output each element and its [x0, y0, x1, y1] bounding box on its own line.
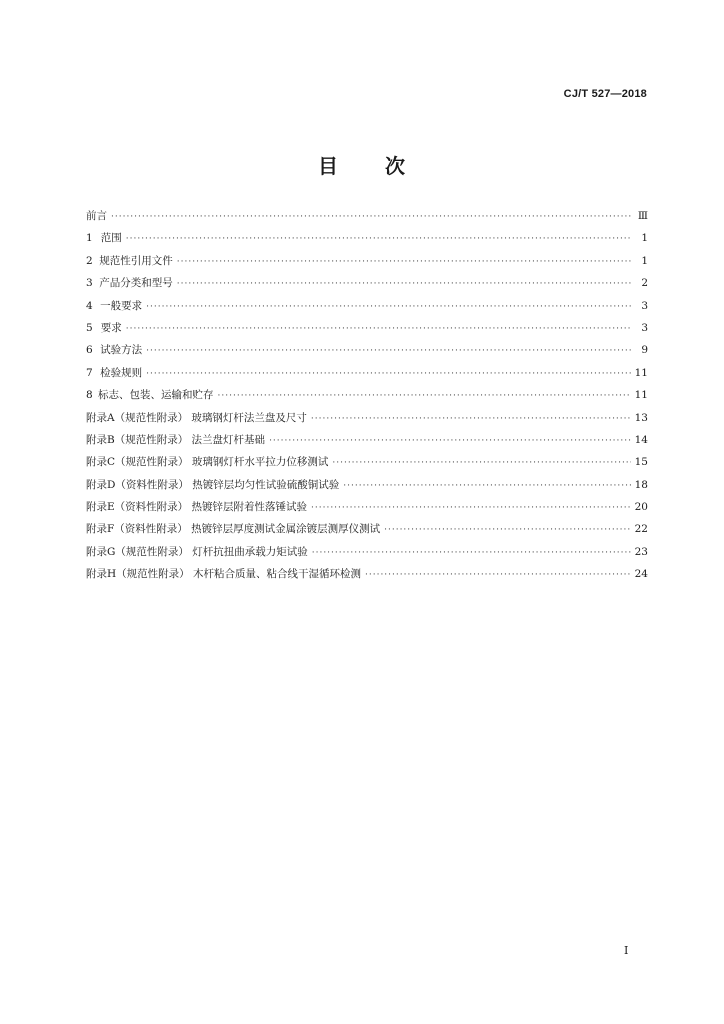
toc-entry[interactable] — [86, 429, 648, 451]
toc-entry-title: 附录H（规范性附录） 木杆粘合质量、粘合线干湿循环检测 — [86, 568, 361, 581]
toc-dot-leader — [146, 363, 631, 385]
toc-entry-number: 4 — [86, 299, 93, 312]
toc-entry-page: 20 — [634, 501, 648, 514]
toc-entry-page: 18 — [634, 478, 648, 491]
toc-dot-leader — [146, 296, 632, 318]
toc-entry[interactable] — [86, 451, 648, 473]
toc-entry-page: 2 — [641, 277, 648, 290]
toc-entry-number: 3 — [86, 277, 93, 290]
toc-dot-leader — [311, 497, 631, 519]
toc-entry-page: 1 — [641, 254, 648, 267]
toc-entry[interactable] — [86, 362, 648, 384]
toc-entry-title: 检验规则 — [100, 366, 143, 379]
toc-entry-page: 13 — [634, 411, 648, 424]
toc-entry-title: 附录G（规范性附录） 灯杆抗扭曲承载力矩试验 — [86, 545, 308, 558]
toc-entry[interactable] — [86, 227, 648, 249]
toc-entry-title: 附录A（规范性附录） 玻璃钢灯杆法兰盘及尺寸 — [86, 411, 307, 424]
table-of-contents — [86, 205, 648, 586]
toc-entry-number: 1 — [86, 232, 93, 245]
toc-entry[interactable] — [86, 317, 648, 339]
toc-dot-leader — [343, 475, 630, 497]
toc-dot-leader — [177, 273, 632, 295]
toc-entry-page: 11 — [634, 389, 648, 402]
toc-entry[interactable] — [86, 295, 648, 317]
toc-entry-page: 3 — [641, 321, 648, 334]
title-char-1: 目 — [318, 154, 339, 178]
toc-entry[interactable] — [86, 407, 648, 429]
toc-entry[interactable] — [86, 272, 648, 294]
document-code: CJ/T 527—2018 — [563, 88, 647, 100]
toc-dot-leader — [332, 452, 630, 474]
toc-entry-page: 22 — [634, 523, 648, 536]
toc-entry[interactable] — [86, 339, 648, 361]
toc-dot-leader — [126, 318, 632, 340]
toc-entry-title: 附录E（资料性附录） 热镀锌层附着性落锤试验 — [86, 501, 308, 514]
toc-entry-page: 15 — [634, 456, 648, 469]
toc-entry-page: Ⅲ — [637, 210, 648, 222]
toc-entry-number: 7 — [86, 366, 93, 379]
toc-entry-title: 一般要求 — [100, 299, 143, 312]
toc-entry-title: 附录F（资料性附录） 热镀锌层厚度测试金属涂镀层测厚仪测试 — [86, 523, 381, 536]
toc-dot-leader — [218, 385, 631, 407]
page-number: I — [624, 944, 629, 957]
toc-dot-leader — [311, 408, 631, 430]
toc-entry-title: 标志、包装、运输和贮存 — [98, 389, 214, 402]
toc-entry-title: 规范性引用文件 — [99, 254, 173, 267]
toc-dot-leader — [177, 251, 632, 273]
toc-entry-page: 9 — [641, 344, 648, 357]
toc-entry-title: 附录B（规范性附录） 法兰盘灯杆基础 — [86, 433, 266, 446]
toc-entry-number: 2 — [86, 254, 93, 267]
toc-entry-page: 23 — [634, 545, 648, 558]
toc-entry-page: 3 — [641, 299, 648, 312]
toc-entry-page: 11 — [634, 366, 648, 379]
toc-entry-title: 附录D（资料性附录） 热镀锌层均匀性试验硫酸铜试验 — [86, 478, 340, 491]
toc-dot-leader — [269, 430, 631, 452]
toc-entry-title: 产品分类和型号 — [99, 277, 173, 290]
toc-entry[interactable] — [86, 518, 648, 540]
toc-entry[interactable] — [86, 250, 648, 272]
toc-entry[interactable] — [86, 474, 648, 496]
page-title — [0, 150, 724, 179]
toc-entry[interactable] — [86, 384, 648, 406]
toc-entry-title: 范围 — [100, 232, 122, 245]
toc-entry-title: 要求 — [100, 321, 122, 334]
toc-entry-number: 8 — [86, 389, 93, 402]
toc-entry[interactable] — [86, 496, 648, 518]
toc-entry-page: 24 — [634, 568, 648, 581]
toc-entry-title: 试验方法 — [100, 344, 143, 357]
toc-dot-leader — [126, 228, 632, 250]
toc-entry[interactable] — [86, 541, 648, 563]
toc-entry-number: 5 — [86, 321, 93, 334]
toc-entry-page: 1 — [641, 232, 648, 245]
toc-dot-leader — [111, 206, 632, 228]
toc-dot-leader — [312, 542, 631, 564]
toc-dot-leader — [365, 564, 631, 586]
toc-entry-page: 14 — [634, 433, 648, 446]
toc-entry[interactable] — [86, 563, 648, 585]
toc-entry-number: 6 — [86, 344, 93, 357]
toc-entry-title: 前言 — [86, 210, 107, 222]
toc-dot-leader — [146, 340, 632, 362]
toc-entry-title: 附录C（规范性附录） 玻璃钢灯杆水平拉力位移测试 — [86, 456, 329, 469]
title-char-2: 次 — [385, 154, 406, 178]
toc-dot-leader — [384, 519, 631, 541]
toc-entry[interactable] — [86, 205, 648, 227]
